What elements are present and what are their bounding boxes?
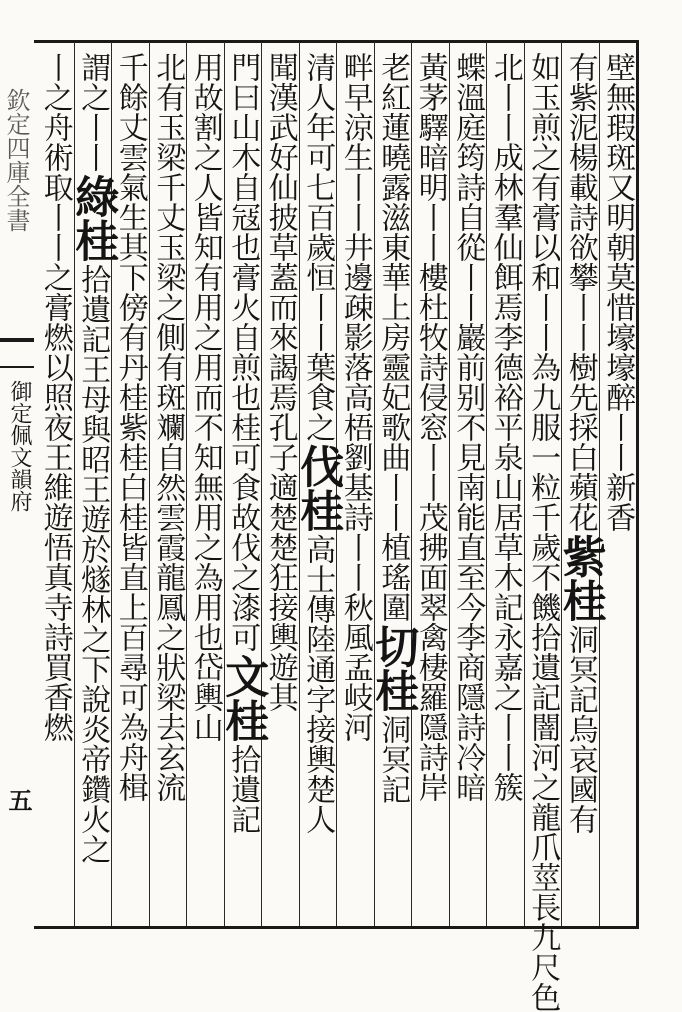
edition-title: 欽定四庫全書 bbox=[2, 88, 30, 232]
margin-strip bbox=[0, 40, 34, 929]
text-segment: 北有玉梁千丈玉梁之側有斑斕自然雲霞龍鳳之狀梁去玄流 bbox=[150, 52, 186, 802]
text-segment: 老紅蓮曉露滋東華上房靈妃歌曲丨丨植瑤圍 bbox=[375, 52, 411, 622]
text-segment: 拾遺記 bbox=[225, 744, 261, 834]
text-column bbox=[600, 52, 636, 924]
text-column bbox=[450, 52, 486, 924]
column-rule bbox=[299, 42, 300, 926]
text-column bbox=[367, 52, 419, 924]
text-segment: 千餘丈雲氣生其下傍有丹桂紫桂白桂皆直上百尋可為舟楫 bbox=[112, 52, 148, 802]
text-column bbox=[264, 52, 296, 924]
text-segment: 畔早涼生丨丨井邊疎影落高梧劉基詩丨丨秋風 bbox=[337, 52, 373, 652]
text-column bbox=[39, 52, 71, 924]
frame-right-border bbox=[636, 40, 639, 929]
text-segment: 孟岐河 bbox=[337, 652, 373, 742]
text-segment: 用故割之人皆知有用之用而不知無用之為用也 bbox=[187, 52, 223, 652]
text-segment: 有紫泥楊載詩欲攀丨丨樹先採白蘋花 bbox=[562, 52, 598, 532]
entry-heading: 綠桂 bbox=[67, 174, 119, 262]
text-segment: 黃茅驛暗明丨丨樓杜牧詩侵窓丨丨茂拂面翠禽棲羅隱詩岸 bbox=[412, 52, 448, 802]
text-segment: 高士傳陸通字接輿楚人 bbox=[300, 534, 336, 834]
text-column bbox=[554, 52, 606, 924]
column-rule bbox=[149, 42, 150, 926]
text-segment: 拾遺記王母與昭王遊於燧林之下說炎帝鑽火之 bbox=[75, 264, 111, 864]
text-segment: 孔子適楚楚狂接輿遊其 bbox=[262, 412, 298, 712]
text-column bbox=[150, 52, 186, 924]
text-column bbox=[189, 52, 221, 924]
text-column bbox=[339, 52, 371, 924]
strip-divider bbox=[0, 338, 34, 342]
text-segment: 壁無瑕斑又明朝莫惜壕壕醉丨丨新香 bbox=[600, 52, 636, 532]
text-column bbox=[67, 52, 119, 924]
column-rule bbox=[186, 42, 187, 926]
entry-heading: 切桂 bbox=[367, 624, 419, 712]
column-rule bbox=[599, 42, 600, 926]
book-title: 御定佩文韻府 bbox=[7, 380, 32, 512]
text-column bbox=[489, 52, 521, 924]
column-rule bbox=[374, 42, 375, 926]
text-column bbox=[114, 52, 146, 924]
strip-divider-thin bbox=[0, 366, 34, 368]
text-segment: 門曰山木自冦也膏火自煎也桂可食故伐之漆可 bbox=[225, 52, 261, 652]
text-column bbox=[217, 52, 269, 924]
column-rule bbox=[224, 42, 225, 926]
column-rule bbox=[261, 42, 262, 926]
entry-heading: 紫桂 bbox=[554, 534, 606, 622]
column-rule bbox=[449, 42, 450, 926]
text-segment: 謂之丨丨 bbox=[75, 52, 111, 172]
text-segment: 蝶溫庭筠詩自從丨丨巖前别不見南能直至今李商隱詩冷暗 bbox=[450, 52, 486, 802]
column-rule bbox=[74, 42, 75, 926]
text-segment: 北丨丨成林羣仙餌焉李德裕平泉山居草木記永嘉之丨丨簇 bbox=[487, 52, 523, 802]
text-segment: 如玉煎之有膏以和丨丨為九服一粒千歲不饑拾遺記闇河之 bbox=[525, 52, 561, 802]
page-number: 五 bbox=[4, 788, 33, 812]
text-segment: 聞漢武好仙披草蓋而來謁焉 bbox=[262, 52, 298, 412]
text-segment: 術取丨丨之膏燃以照夜王維遊悟真寺詩買香燃 bbox=[37, 142, 73, 742]
text-segment: 龍爪莖長九尺色 bbox=[525, 802, 561, 1012]
column-rule bbox=[411, 42, 412, 926]
text-segment: 岱輿山 bbox=[187, 652, 223, 742]
text-column bbox=[525, 52, 561, 1012]
text-segment: 洞冥記烏哀國有 bbox=[562, 624, 598, 834]
column-rule bbox=[561, 42, 562, 926]
text-segment: 清人年可七百歲恒丨丨葉食之 bbox=[300, 52, 336, 442]
text-column bbox=[414, 52, 446, 924]
entry-heading: 文桂 bbox=[217, 654, 269, 742]
text-column bbox=[292, 52, 344, 924]
entry-heading: 伐桂 bbox=[292, 444, 344, 532]
text-segment: 洞冥記 bbox=[375, 714, 411, 804]
column-rule bbox=[524, 42, 525, 926]
text-segment: 丨之舟 bbox=[37, 52, 73, 142]
column-rule bbox=[486, 42, 487, 926]
